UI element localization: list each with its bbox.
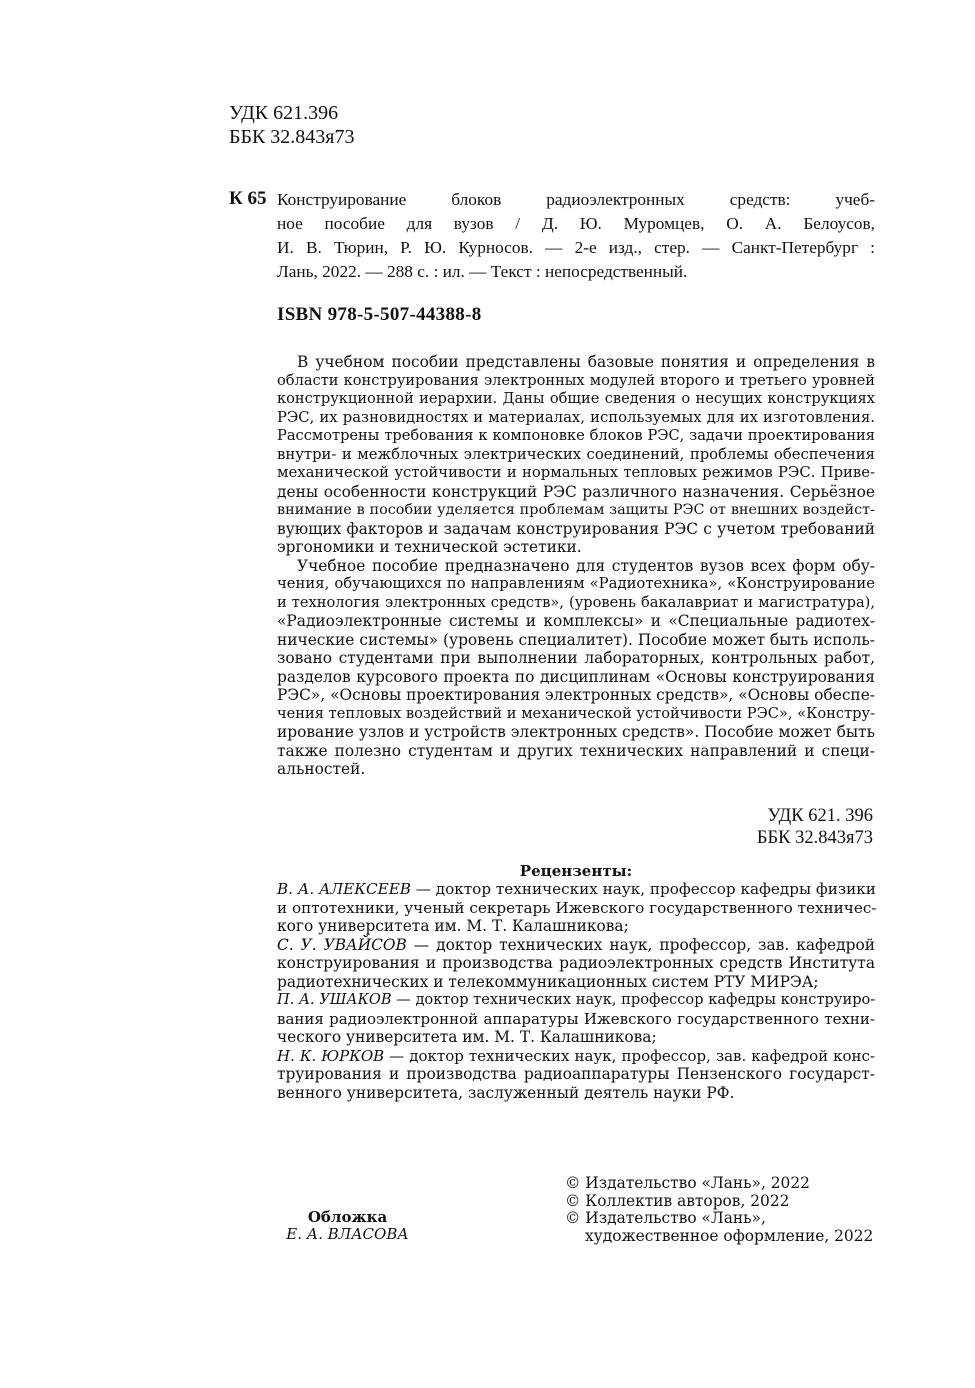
reviewer-description: — доктор технических наук, профессор, зав. кафедрой — [406, 935, 875, 954]
copyright-line: © Издательство «Лань», — [565, 1209, 766, 1227]
annotation-line: зовано студентами при выполнении лабораторных, контрольных работ, — [277, 649, 875, 667]
annotation — [277, 353, 875, 779]
reviewer-line — [277, 936, 875, 955]
bibliographic-description — [277, 188, 875, 284]
copyright-block — [565, 1175, 873, 1245]
annotation-line: механической устойчивости и нормальных тепловых режимов РЭС. Приве- — [277, 464, 875, 481]
reviewer-line: труирования и производства радиоаппаратуры Пензенского государст- — [277, 1065, 875, 1083]
reviewer-line: конструирования и производства радиоэлектронных средств Института — [277, 954, 875, 972]
isbn: ISBN 978-5-507-44388-8 — [277, 304, 482, 325]
udk-code: УДК 621. 396 — [767, 806, 873, 826]
reviewer-line: радиотехнических и телекоммуникационных систем РТУ МИРЭА; — [277, 972, 819, 991]
annotation-line: и технология электронных средств», (уровень бакалавриат и магистратура), — [277, 593, 875, 611]
biblio-line: Конструирование блоков радиоэлектронных средств: учеб- — [277, 190, 875, 209]
udk-footer — [757, 805, 873, 849]
reviewer-line — [277, 880, 875, 899]
annotation-line: РЭС», «Основы проектирования электронных средств», «Основы обеспе- — [277, 686, 876, 704]
reviewer-description: — доктор технических наук, профессор, зав. кафедрой конс- — [384, 1046, 875, 1065]
annotation-line: альностей. — [277, 760, 366, 778]
annotation-line: разделов курсового проекта по дисциплинам «Основы конструирования — [277, 667, 875, 686]
reviewer-name: П. А. УШАКОВ — [277, 991, 392, 1008]
reviewer-line — [277, 1047, 875, 1066]
copyright-line: художественное оформление, 2022 — [585, 1226, 874, 1245]
annotation-line: вующих факторов и задачам конструирования РЭС с учетом требований — [277, 519, 875, 538]
annotation-line: дены особенности конструкций РЭС различного назначения. Серьёзное — [277, 482, 875, 501]
reviewer-name: Н. К. ЮРКОВ — [277, 1046, 385, 1065]
annotation-line: нические системы» (уровень специалитет). Пособие может быть исполь- — [277, 630, 875, 649]
reviewer-description: — доктор технических наук, профессор кафедры физики — [410, 880, 876, 898]
biblio-line: ное пособие для вузов / Д. Ю. Муромцев, О. А. Белоусов, — [277, 214, 875, 233]
bbk-code: ББК 32.843я73 — [756, 828, 873, 848]
annotation-line: области конструирования электронных модулей второго и третьего уровней — [277, 371, 875, 389]
reviewer-line: венного университета, заслуженный деятель науки РФ. — [277, 1083, 735, 1102]
biblio-line: И. В. Тюрин, Р. Ю. Курносов. — 2-е изд., стер. — Санкт-Петербург : — [277, 238, 875, 257]
annotation-line: внутри- и межблочных электрических соединений, проблемы обеспечения — [277, 445, 875, 463]
annotation-line: конструкционной иерархии. Даны общие сведения о несущих конструкциях — [277, 390, 875, 407]
annotation-line: РЭС, их разновидностях и материалах, используемых для их изготовления. — [277, 408, 875, 426]
annotation-line: Рассмотрены требования к компоновке блоков РЭС, задачи проектирования — [277, 427, 875, 444]
annotation-line: внимание в пособии уделяется проблемам защиты РЭС от внешних воздейст- — [277, 502, 875, 518]
reviewer-line: ческого университета им. М. Т. Калашникова; — [277, 1028, 657, 1046]
reviewer-name: В. А. АЛЕКСЕЕВ — [277, 880, 411, 898]
reviewers-title: Рецензенты: — [519, 862, 633, 880]
annotation-line: чения тепловых воздействий и механической устойчивости РЭС», «Констру- — [277, 704, 875, 722]
cover-label: Обложка — [307, 1208, 388, 1226]
annotation-line: В учебном пособии представлены базовые понятия и определения в — [297, 353, 875, 371]
reviewer-name: С. У. УВАЙСОВ — [277, 935, 407, 954]
annotation-line: ирование узлов и устройств электронных средств». Пособие может быть — [277, 723, 875, 741]
copyright-line: © Издательство «Лань», 2022 — [565, 1174, 810, 1192]
biblio-line: Лань, 2022. — 288 с. : ил. — Текст : непосредственный. — [277, 262, 688, 281]
reviewer-description: — доктор технических наук, профессор кафедры конструиро- — [391, 991, 876, 1008]
annotation-line: Учебное пособие предназначено для студентов вузов всех форм обу- — [297, 556, 875, 575]
cover-artist: Е. А. ВЛАСОВА — [286, 1225, 409, 1243]
author-code: К 65 — [229, 188, 267, 209]
annotation-line: также полезно студентам и других технических направлений и специ- — [277, 741, 875, 760]
udk-header — [229, 101, 355, 149]
cover-credit — [270, 1209, 425, 1243]
reviewer-line: кого университета им. М. Т. Калашникова; — [277, 917, 629, 935]
reviewer-line: и оптотехники, ученый секретарь Ижевского государственного техничес- — [277, 898, 877, 917]
annotation-line: эргономики и технической эстетики. — [277, 538, 582, 556]
udk-code: УДК 621.396 — [229, 102, 339, 124]
copyright-line: © Коллектив авторов, 2022 — [565, 1191, 790, 1210]
reviewer-line — [277, 991, 875, 1010]
reviewers-list — [277, 880, 875, 1102]
annotation-line: «Радиоэлектронные системы и комплексы» и «Специальные радиотех- — [277, 612, 875, 630]
annotation-line: чения, обучающихся по направлениям «Радиотехника», «Конструирование — [277, 575, 875, 592]
bbk-code: ББК 32.843я73 — [229, 126, 355, 148]
reviewer-line: вания радиоэлектронной аппаратуры Ижевского государственного техни- — [277, 1009, 875, 1028]
